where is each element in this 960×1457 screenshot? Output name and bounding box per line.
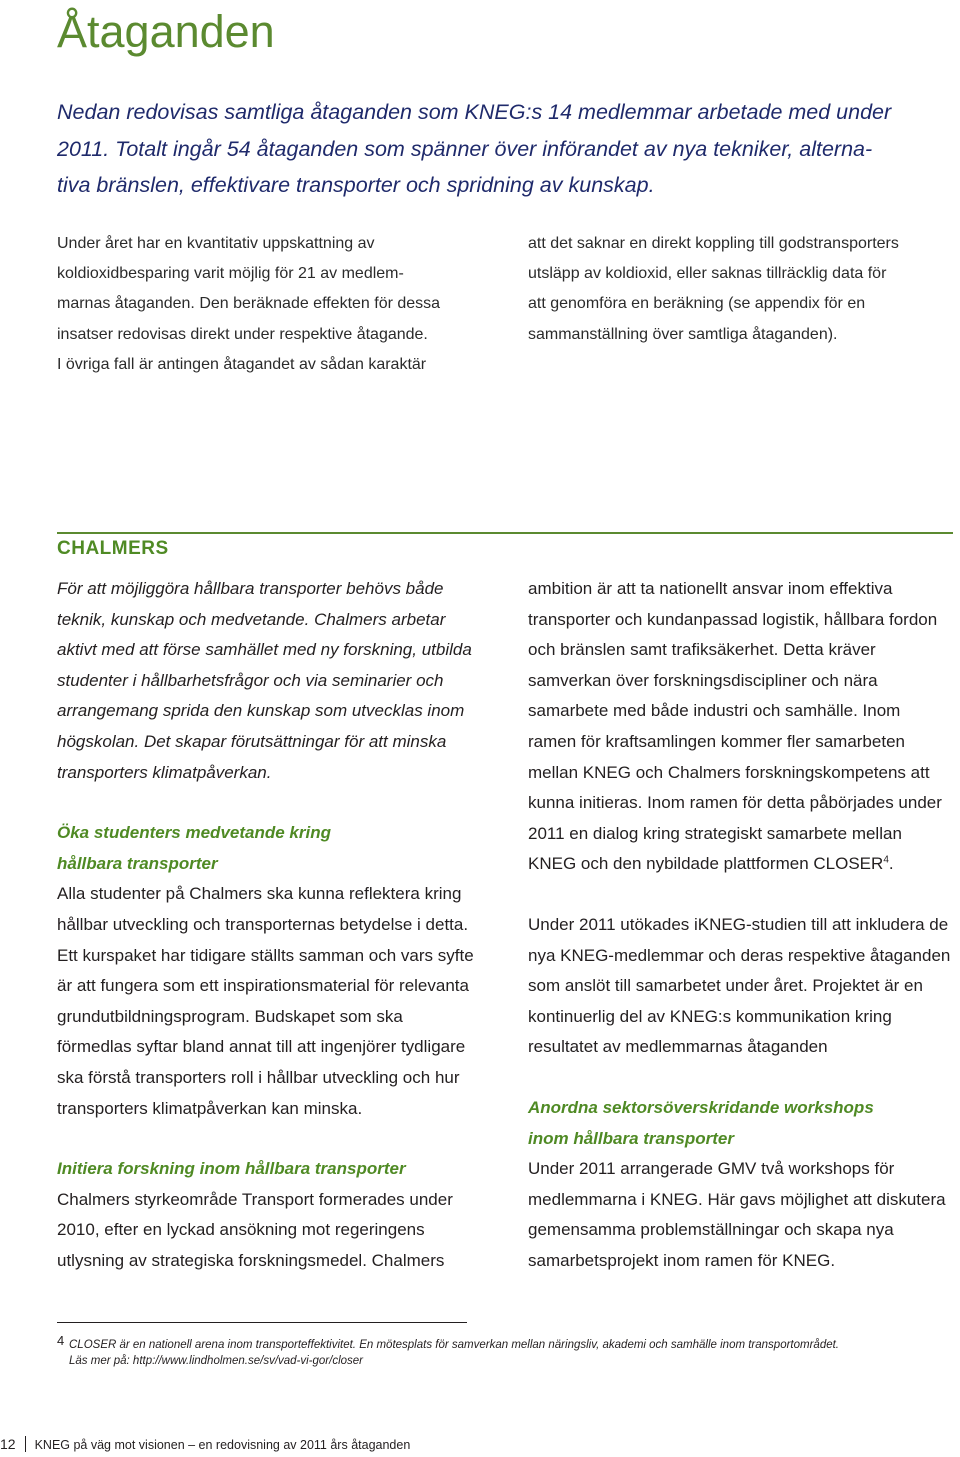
intro-paragraph xyxy=(57,94,952,204)
footer-text: KNEG på väg mot visionen – en redovisning av 2011 års åtaganden xyxy=(34,1438,411,1452)
section-left-column xyxy=(57,574,477,1276)
top-right-column xyxy=(528,229,953,350)
body-line: koldioxidbesparing varit möjlig för 21 av medlem- xyxy=(57,265,404,283)
subheading-line: Anordna sektorsöverskridande workshops xyxy=(528,1097,874,1117)
paragraph-studenter: Alla studenter på Chalmers ska kunna reflektera kring hållbar utveckling och transporternas betydelse i detta. Ett kurspaket har tidigare ställts samman och vars syfte är att fungera som ett inspirationsmaterial för relevanta grundutbildningsprogram. Budskapet som ska förmedlas syftar bland annat till att ingenjörer tydligare ska förstå transporters roll i hållbar utveckling och hur transporters klimatpåverkan kan minska. xyxy=(57,884,474,1118)
body-line: utsläpp av koldioxid, eller saknas tillräcklig data för xyxy=(528,265,887,283)
subheading-line: inom hållbara transporter xyxy=(528,1128,734,1148)
subheading-medvetande xyxy=(57,818,477,879)
body-line: Under året har en kvantitativ uppskattning av xyxy=(57,235,375,252)
paragraph-ambition-end: . xyxy=(888,854,894,874)
body-line: insatser redovisas direkt under respektive åtagande. xyxy=(57,325,428,343)
paragraph-ambition xyxy=(528,574,953,880)
section-intro-rest: Chalmers arbetar aktivt med att förse samhället med ny forskning, utbilda studenter i hållbarhetsfrågor och via seminarier och arrangemang sprida den kunskap som utvecklas inom högskolan. Det skapar förutsättningar för att minska transporters klimatpåverkan. xyxy=(57,609,472,782)
body-line: I övriga fall är antingen åtagandet av sådan karaktär xyxy=(57,355,427,373)
subheading-forskning: Initiera forskning inom hållbara transporter xyxy=(57,1159,406,1179)
section-intro-first: För att möjliggöra hållbara transporter behövs både teknik, kunskap och medvetande. xyxy=(57,579,444,629)
footer-separator xyxy=(25,1436,26,1452)
subheading-workshops xyxy=(528,1093,953,1154)
footnote-reference: 4 xyxy=(883,854,889,866)
page-number: 12 xyxy=(0,1436,16,1452)
footnote-marker: 4 xyxy=(57,1333,65,1348)
intro-line: Nedan redovisas samtliga åtaganden som KNEG:s 14 medlemmar arbetade med under xyxy=(57,100,892,124)
body-line: marnas åtaganden. Den beräknade effekten för dessa xyxy=(57,295,441,313)
paragraph-ambition-text: ambition är att ta nationellt ansvar inom effektiva transporter och kundanpassad logistik, hållbara fordon och bränslen samt trafiksäkerhet. Detta kräver samverkan över forskningsdiscipliner och nära samarbete med både industri och samhälle. Inom ramen för kraftsamlingen kommer fler samarbeten mellan KNEG och Chalmers forskningskompetens att kunna initieras. Inom ramen för detta påbörjades under 2011 en dialog kring strategiskt samarbete mellan KNEG och den nybildade plattformen CLOSER xyxy=(528,579,942,874)
paragraph-gmv: Under 2011 arrangerade GMV två workshops för medlemmarna i KNEG. Här gavs möjlighet att diskutera gemensamma problemställningar och skapa nya samarbetsprojekt inom ramen för KNEG. xyxy=(528,1159,946,1270)
paragraph-styrkeomrade: Chalmers styrkeområde Transport formerades under 2010, efter en lyckad ansökning mot regeringens utlysning av strategiska forskningsmedel. Chalmers xyxy=(57,1189,453,1270)
footnote-text xyxy=(69,1337,929,1369)
subheading-line: Öka studenters medvetande kring xyxy=(57,823,331,843)
intro-line: tiva bränslen, effektivare transporter och spridning av kunskap. xyxy=(57,173,655,197)
footnote-line: Läs mer på: http://www.lindholmen.se/sv/vad-vi-gor/closer xyxy=(69,1355,364,1367)
subheading-line: hållbara transporter xyxy=(57,853,218,873)
body-line: att genomföra en beräkning (se appendix för en xyxy=(528,295,866,313)
section-right-column xyxy=(528,574,953,1276)
section-divider xyxy=(57,532,953,534)
page-footer xyxy=(0,1436,410,1452)
page-title: Åtaganden xyxy=(57,6,275,57)
section-title: CHALMERS xyxy=(57,538,169,559)
footnote-divider xyxy=(57,1322,467,1323)
footnote-line: CLOSER är en nationell arena inom transporteffektivitet. En mötesplats för samverkan mellan näringsliv, akademi och samhälle inom transportområdet. xyxy=(69,1339,840,1351)
section-intro xyxy=(57,574,477,788)
top-left-column xyxy=(57,229,487,380)
paragraph-ikneg: Under 2011 utökades iKNEG-studien till att inkludera de nya KNEG-medlemmar och deras respektive åtaganden som anslöt till samarbetet under året. Projektet är en kontinuerlig del av KNEG:s kommunikation kring resultatet av medlemmarnas åtaganden xyxy=(528,914,951,1057)
body-line: att det saknar en direkt koppling till godstransporters xyxy=(528,235,899,252)
body-line: sammanställning över samtliga åtaganden). xyxy=(528,325,838,343)
intro-line: 2011. Totalt ingår 54 åtaganden som spänner över införandet av nya tekniker, alterna- xyxy=(57,136,873,161)
